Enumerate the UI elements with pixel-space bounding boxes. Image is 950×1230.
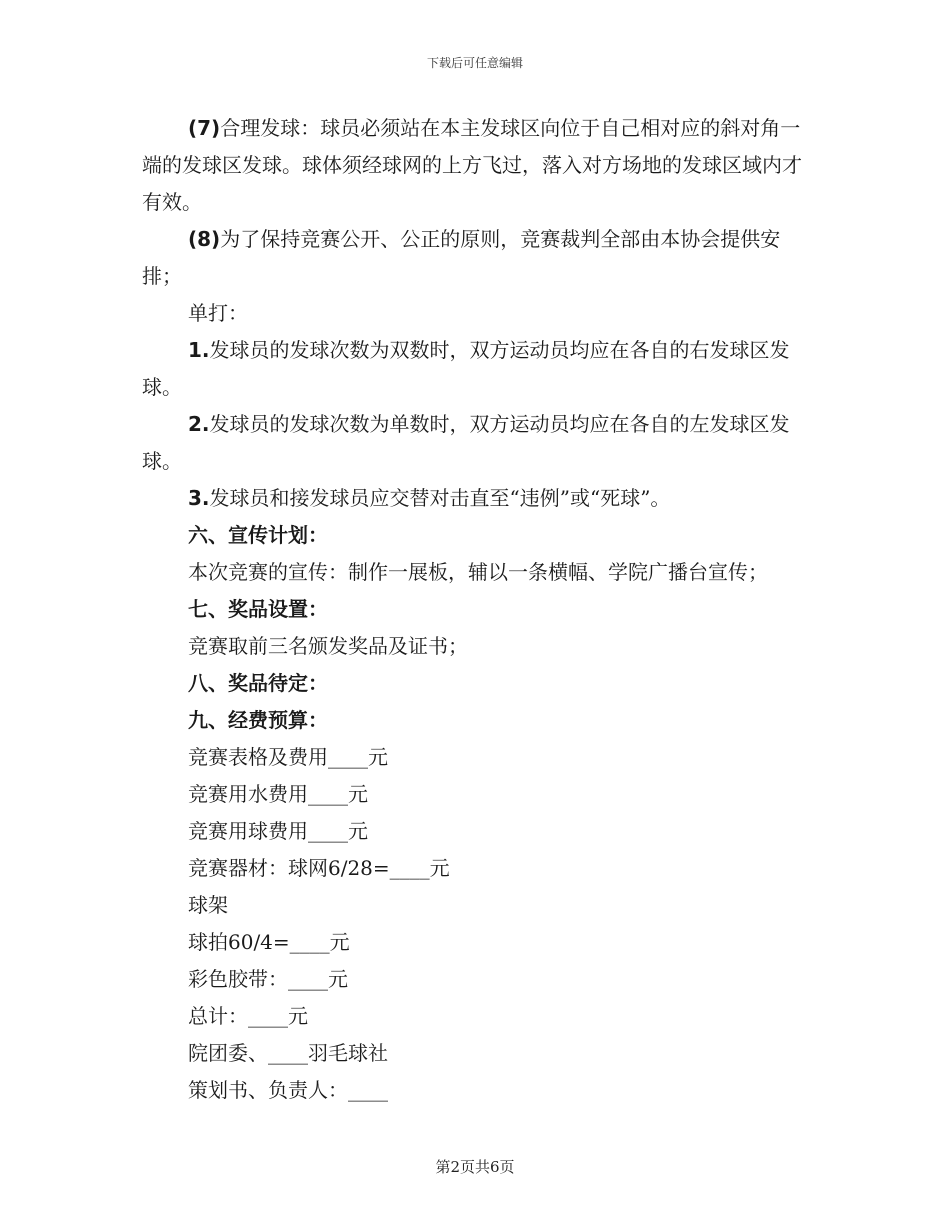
section-6-text: 本次竞赛的宣传：制作一展板，辅以一条横幅、学院广播台宣传； xyxy=(188,560,768,584)
singles-rule-2-text: 发球员的发球次数为单数时，双方运动员均应在各自的左发球区发球。 xyxy=(142,412,790,473)
page-number: 第2页共6页 xyxy=(435,1158,515,1176)
rule-7-paragraph xyxy=(142,110,812,221)
budget-line: 球架 xyxy=(188,893,228,917)
singles-rule-1-number: 1. xyxy=(188,338,210,362)
section-7-text: 竞赛取前三名颁发奖品及证书； xyxy=(188,634,468,658)
rule-8-paragraph xyxy=(142,221,812,295)
budget-line: 球拍60/4=____元 xyxy=(188,930,350,954)
singles-rule-3-text: 发球员和接发球员应交替对击直至“违例”或“死球”。 xyxy=(209,486,671,510)
document-body xyxy=(142,110,812,1109)
singles-rule-1-text: 发球员的发球次数为双数时，双方运动员均应在各自的右发球区发球。 xyxy=(142,338,790,399)
singles-rule-2-number: 2. xyxy=(188,412,210,436)
budget-line: 竞赛表格及费用____元 xyxy=(188,745,388,769)
singles-rule-3-number: 3. xyxy=(188,486,210,510)
rule-7-text: 合理发球：球员必须站在本主发球区向位于自己相对应的斜对角一端的发球区发球。球体须经球网的上方飞过，落入对方场地的发球区域内才有效。 xyxy=(142,116,802,214)
rule-7-number: (7) xyxy=(188,116,221,140)
responsible-person-line: 策划书、负责人：____ xyxy=(188,1078,388,1102)
section-7-heading: 七、奖品设置： xyxy=(188,597,328,621)
page-header: 下载后可任意编辑 xyxy=(426,56,523,70)
singles-rule-2 xyxy=(142,406,812,480)
rule-8-number: (8) xyxy=(188,227,221,251)
singles-label: 单打： xyxy=(188,301,248,325)
section-9-heading: 九、经费预算： xyxy=(188,708,328,732)
budget-line: 竞赛用球费用____元 xyxy=(188,819,368,843)
budget-line: 竞赛器材：球网6/28=____元 xyxy=(188,856,450,880)
budget-line: 竞赛用水费用____元 xyxy=(188,782,368,806)
organizer-line: 院团委、____羽毛球社 xyxy=(188,1041,388,1065)
rule-8-text: 为了保持竞赛公开、公正的原则，竞赛裁判全部由本协会提供安排； xyxy=(142,227,781,288)
budget-total: 总计：____元 xyxy=(188,1004,308,1028)
singles-rule-3 xyxy=(142,480,812,517)
singles-rule-1 xyxy=(142,332,812,406)
section-6-heading: 六、宣传计划： xyxy=(188,523,328,547)
section-8-heading: 八、奖品待定： xyxy=(188,671,328,695)
budget-line: 彩色胶带：____元 xyxy=(188,967,348,991)
